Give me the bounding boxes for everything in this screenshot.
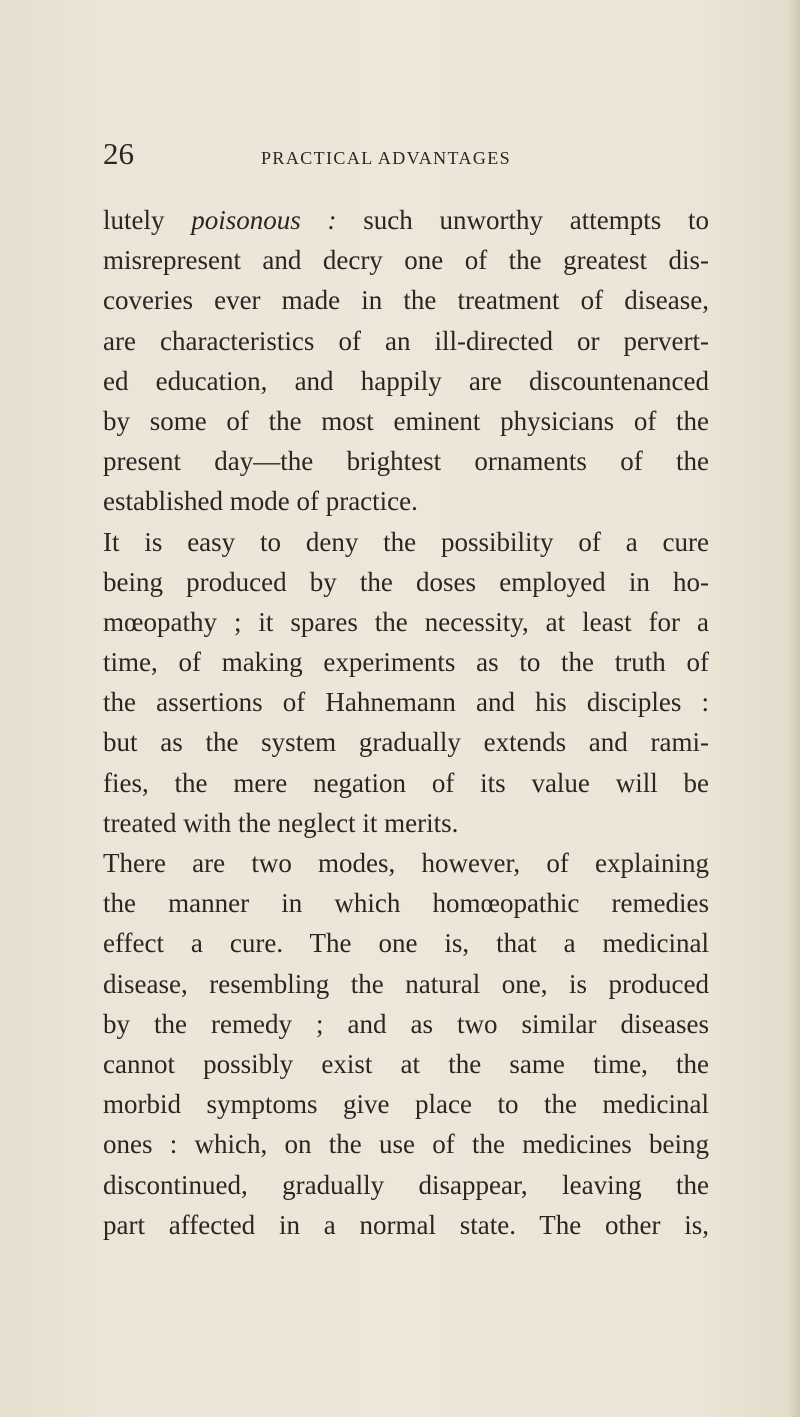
text-run: such unworthy attempts to (336, 205, 709, 235)
text-line: but as the system gradually extends and rami- (103, 727, 709, 758)
page-number: 26 (103, 136, 134, 171)
text-line: misrepresent and decry one of the greatest dis- (103, 245, 709, 276)
text-line: treated with the neglect it merits. (103, 807, 459, 838)
text-line: are characteristics of an ill-directed or pervert- (103, 325, 709, 356)
text-line: It is easy to deny the possibility of a cure (103, 526, 709, 557)
text-line: mœopathy ; it spares the necessity, at least for a (103, 606, 709, 637)
text-line: ed education, and happily are discountenanced (103, 365, 709, 396)
text-line: cannot possibly exist at the same time, the (103, 1048, 709, 1079)
text-line: the manner in which homœopathic remedies (103, 888, 709, 919)
text-line: being produced by the doses employed in ho- (103, 566, 709, 597)
text-line: disease, resembling the natural one, is produced (103, 968, 709, 999)
text-line: morbid symptoms give place to the medicinal (103, 1089, 709, 1120)
text-line: time, of making experiments as to the truth of (103, 647, 709, 678)
text-line: fies, the mere negation of its value will be (103, 767, 709, 798)
text-line: by some of the most eminent physicians of the (103, 405, 709, 436)
page-header (103, 136, 703, 176)
text-line: effect a cure. The one is, that a medicinal (103, 928, 709, 959)
text-run: lutely (103, 205, 192, 235)
emphasis-text: poisonous : (191, 205, 337, 235)
text-line: the assertions of Hahnemann and his disciples : (103, 687, 709, 718)
text-line: established mode of practice. (103, 486, 418, 517)
text-line: ones : which, on the use of the medicines being (103, 1129, 709, 1160)
text-line: There are two modes, however, of explaining (103, 848, 709, 878)
text-line (103, 200, 709, 240)
running-title: PRACTICAL ADVANTAGES (261, 148, 512, 168)
text-line: discontinued, gradually disappear, leaving the (103, 1169, 709, 1200)
text-line: part affected in a normal state. The other is, (103, 1209, 709, 1240)
text-line: coveries ever made in the treatment of disease, (103, 285, 709, 316)
page-edge-shadow (788, 0, 800, 1417)
text-line: by the remedy ; and as two similar diseases (103, 1008, 709, 1039)
text-line: present day—the brightest ornaments of the (103, 446, 709, 477)
body-text (103, 200, 709, 1245)
